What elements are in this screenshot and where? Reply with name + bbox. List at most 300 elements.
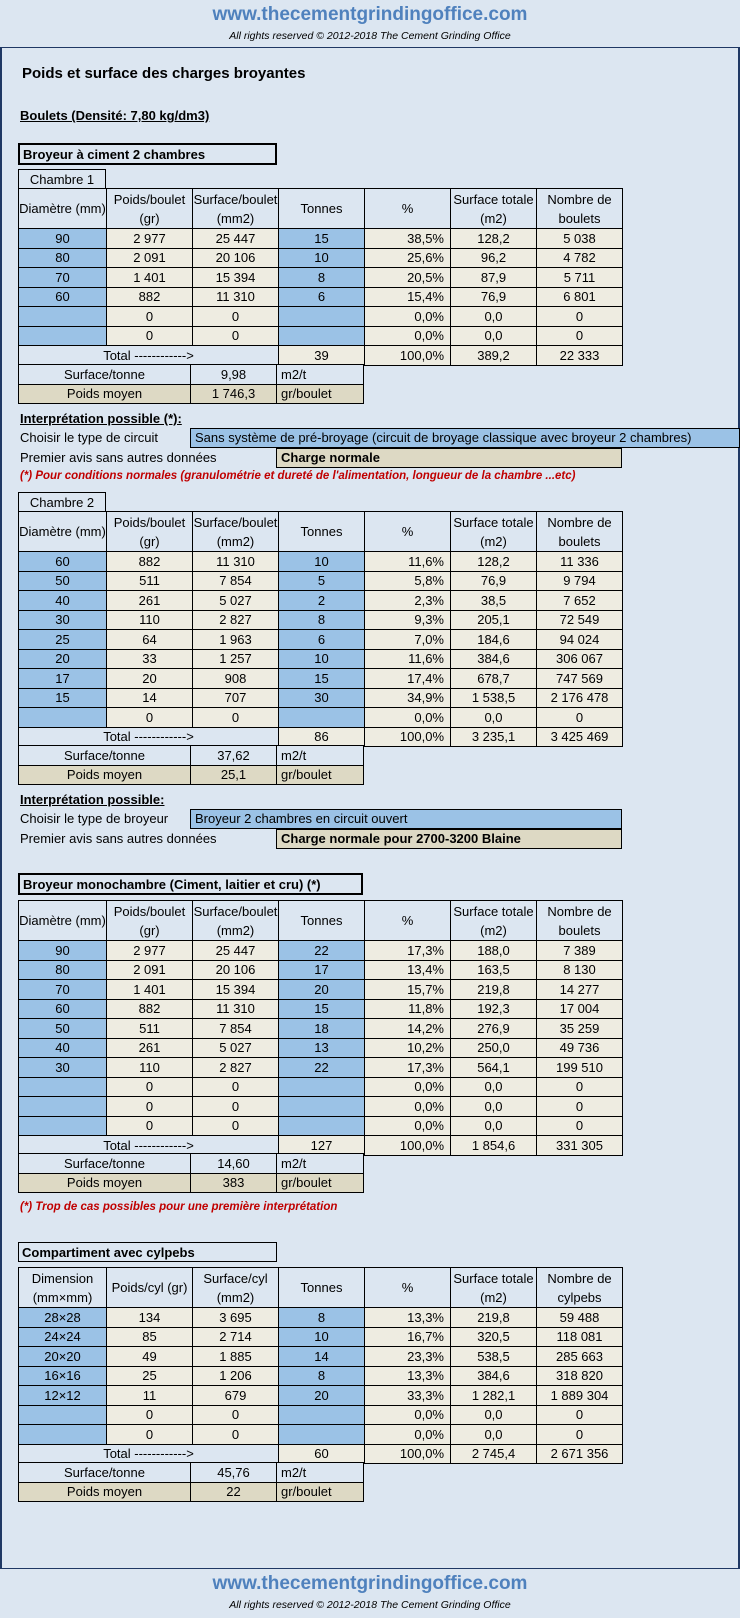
cell-tonnes[interactable]: 10 [279, 248, 365, 268]
cell-diameter[interactable]: 15 [19, 688, 107, 708]
cell-surface: 5 027 [193, 1038, 279, 1058]
table-row [19, 1327, 623, 1347]
table-row [19, 591, 623, 611]
cell-surface: 1 885 [193, 1347, 279, 1367]
cell-percent: 33,3% [365, 1386, 451, 1406]
cell-diameter[interactable]: 17 [19, 669, 107, 689]
cell-diameter[interactable] [19, 1425, 107, 1445]
cell-count: 0 [537, 307, 623, 327]
header-percent: % [365, 189, 451, 229]
total-percent: 100,0% [365, 1444, 451, 1464]
cell-diameter[interactable]: 30 [19, 1058, 107, 1078]
surface-per-tonne-unit: m2/t [277, 746, 364, 766]
cell-surface: 20 106 [193, 960, 279, 980]
cell-tonnes[interactable] [279, 1116, 365, 1136]
cell-tonnes[interactable]: 8 [279, 1308, 365, 1328]
site-url-link[interactable]: www.thecementgrindingoffice.com [212, 4, 528, 25]
cell-tonnes[interactable]: 14 [279, 1347, 365, 1367]
cell-tonnes[interactable] [279, 307, 365, 327]
table-row [19, 571, 623, 591]
cell-diameter[interactable]: 40 [19, 591, 107, 611]
cell-tonnes[interactable]: 22 [279, 941, 365, 961]
header-count: Nombre de cylpebs [537, 1268, 623, 1308]
header-surface: Surface/boulet (mm2) [193, 512, 279, 552]
cell-diameter[interactable]: 50 [19, 571, 107, 591]
cell-weight: 882 [107, 999, 193, 1019]
circuit-type-select[interactable]: Sans système de pré-broyage (circuit de broyage classique avec broyeur 2 chambres) [190, 428, 740, 448]
total-tonnes: 127 [279, 1136, 365, 1156]
balls-density-title: Boulets (Densité: 7,80 kg/dm3) [20, 108, 210, 123]
cell-percent: 0,0% [365, 708, 451, 728]
cell-surface: 15 394 [193, 980, 279, 1000]
cell-surface: 679 [193, 1386, 279, 1406]
cell-diameter[interactable]: 80 [19, 960, 107, 980]
cell-total-surface: 0,0 [451, 307, 537, 327]
header-weight: Poids/cyl (gr) [107, 1268, 193, 1308]
cell-weight: 0 [107, 1097, 193, 1117]
total-percent: 100,0% [365, 727, 451, 747]
cell-count: 59 488 [537, 1308, 623, 1328]
surface-per-tonne-row [19, 1463, 364, 1483]
cell-diameter[interactable]: 50 [19, 1019, 107, 1039]
header-diameter: Diamètre (mm) [19, 901, 107, 941]
table-row [19, 649, 623, 669]
cell-count: 199 510 [537, 1058, 623, 1078]
cell-total-surface: 1 282,1 [451, 1386, 537, 1406]
table-row [19, 1347, 623, 1367]
cylpebs-table [18, 1267, 623, 1464]
first-opinion-value-1: Charge normale [276, 448, 622, 468]
interpretation-title-1: Interprétation possible (*): [20, 411, 182, 426]
total-row [19, 727, 623, 747]
cell-total-surface: 320,5 [451, 1327, 537, 1347]
cell-count: 5 038 [537, 229, 623, 249]
cell-tonnes[interactable]: 10 [279, 649, 365, 669]
cell-weight: 110 [107, 610, 193, 630]
table-row [19, 708, 623, 728]
cell-surface: 25 447 [193, 941, 279, 961]
total-tonnes: 39 [279, 346, 365, 366]
total-tonnes: 60 [279, 1444, 365, 1464]
table-row [19, 1405, 623, 1425]
cell-diameter[interactable]: 20×20 [19, 1347, 107, 1367]
cell-surface: 7 854 [193, 571, 279, 591]
header-total-surface: Surface totale (m2) [451, 189, 537, 229]
cell-tonnes[interactable]: 5 [279, 571, 365, 591]
cell-diameter[interactable] [19, 708, 107, 728]
cell-count: 0 [537, 1425, 623, 1445]
table-row [19, 326, 623, 346]
average-weight-row [19, 1482, 364, 1502]
first-opinion-value-2: Charge normale pour 2700-3200 Blaine [276, 829, 622, 849]
page-title: Poids et surface des charges broyantes [22, 65, 306, 82]
cell-weight: 0 [107, 326, 193, 346]
cell-weight: 0 [107, 307, 193, 327]
cell-count: 0 [537, 1077, 623, 1097]
average-weight-unit: gr/boulet [277, 1173, 364, 1193]
cell-weight: 882 [107, 552, 193, 572]
header-tonnes: Tonnes [279, 512, 365, 552]
table-row [19, 1366, 623, 1386]
cell-percent: 34,9% [365, 688, 451, 708]
monochamber-table [18, 900, 623, 1156]
cell-percent: 11,8% [365, 999, 451, 1019]
cell-percent: 23,3% [365, 1347, 451, 1367]
average-weight-label: Poids moyen [19, 1482, 191, 1502]
cell-tonnes[interactable]: 13 [279, 1038, 365, 1058]
cell-total-surface: 564,1 [451, 1058, 537, 1078]
total-tonnes: 86 [279, 727, 365, 747]
cell-count: 7 652 [537, 591, 623, 611]
cell-total-surface: 163,5 [451, 960, 537, 980]
header-percent: % [365, 512, 451, 552]
table-row [19, 229, 623, 249]
cell-tonnes[interactable]: 15 [279, 999, 365, 1019]
surface-per-tonne-value: 45,76 [191, 1463, 277, 1483]
table-row [19, 552, 623, 572]
cell-weight: 2 977 [107, 229, 193, 249]
chamber1-summary [18, 364, 364, 404]
cell-count: 5 711 [537, 268, 623, 288]
cell-tonnes[interactable]: 8 [279, 610, 365, 630]
cell-surface: 2 827 [193, 1058, 279, 1078]
cell-tonnes[interactable]: 20 [279, 980, 365, 1000]
cell-diameter[interactable]: 60 [19, 999, 107, 1019]
cell-weight: 882 [107, 287, 193, 307]
footer-copyright-text: All rights reserved © 2012-2018 The Cement Grinding Office [229, 1599, 511, 1611]
cell-weight: 0 [107, 1077, 193, 1097]
cell-weight: 1 401 [107, 268, 193, 288]
cell-surface: 11 310 [193, 999, 279, 1019]
cell-weight: 511 [107, 1019, 193, 1039]
table-row [19, 1038, 623, 1058]
cell-percent: 15,4% [365, 287, 451, 307]
copyright-text: All rights reserved © 2012-2018 The Cement Grinding Office [229, 30, 511, 42]
total-percent: 100,0% [365, 1136, 451, 1156]
cell-total-surface: 678,7 [451, 669, 537, 689]
cell-weight: 2 091 [107, 248, 193, 268]
cell-diameter[interactable]: 16×16 [19, 1366, 107, 1386]
cell-total-surface: 0,0 [451, 708, 537, 728]
cell-tonnes[interactable]: 10 [279, 552, 365, 572]
cell-diameter[interactable]: 24×24 [19, 1327, 107, 1347]
surface-per-tonne-label: Surface/tonne [19, 365, 191, 385]
mill-type-label: Choisir le type de broyeur [20, 811, 169, 826]
surface-per-tonne-unit: m2/t [277, 1463, 364, 1483]
chamber1-label: Chambre 1 [18, 169, 106, 189]
surface-per-tonne-unit: m2/t [277, 365, 364, 385]
cell-weight: 20 [107, 669, 193, 689]
cell-percent: 0,0% [365, 1097, 451, 1117]
cell-weight: 11 [107, 1386, 193, 1406]
surface-per-tonne-row [19, 1154, 364, 1174]
cell-weight: 0 [107, 1405, 193, 1425]
cell-count: 4 782 [537, 248, 623, 268]
cell-count: 0 [537, 1405, 623, 1425]
cell-diameter[interactable]: 70 [19, 980, 107, 1000]
cell-percent: 20,5% [365, 268, 451, 288]
cell-total-surface: 188,0 [451, 941, 537, 961]
surface-per-tonne-row [19, 746, 364, 766]
cell-tonnes[interactable] [279, 1097, 365, 1117]
surface-per-tonne-label: Surface/tonne [19, 1154, 191, 1174]
cell-tonnes[interactable]: 15 [279, 669, 365, 689]
total-count: 331 305 [537, 1136, 623, 1156]
cell-tonnes[interactable]: 6 [279, 630, 365, 650]
table-row [19, 268, 623, 288]
table-row [19, 960, 623, 980]
monochamber-summary [18, 1153, 364, 1193]
cell-count: 7 389 [537, 941, 623, 961]
cell-weight: 0 [107, 1116, 193, 1136]
site-footer [0, 1568, 740, 1618]
cell-surface: 1 206 [193, 1366, 279, 1386]
cylpebs-summary [18, 1462, 364, 1502]
cell-diameter[interactable]: 40 [19, 1038, 107, 1058]
cell-tonnes[interactable]: 10 [279, 1327, 365, 1347]
total-count: 22 333 [537, 346, 623, 366]
section-monochamber-title: Broyeur monochambre (Ciment, laitier et cru) (*) [18, 873, 363, 895]
cell-percent: 5,8% [365, 571, 451, 591]
cell-count: 318 820 [537, 1366, 623, 1386]
header-total-surface: Surface totale (m2) [451, 512, 537, 552]
cell-count: 0 [537, 326, 623, 346]
table-row [19, 610, 623, 630]
total-row [19, 1444, 623, 1464]
table-row [19, 980, 623, 1000]
average-weight-unit: gr/boulet [277, 384, 364, 404]
table-row [19, 1308, 623, 1328]
cell-percent: 17,3% [365, 1058, 451, 1078]
cell-surface: 707 [193, 688, 279, 708]
cell-count: 9 794 [537, 571, 623, 591]
cell-total-surface: 76,9 [451, 287, 537, 307]
cell-percent: 0,0% [365, 307, 451, 327]
cell-weight: 2 091 [107, 960, 193, 980]
cell-tonnes[interactable]: 18 [279, 1019, 365, 1039]
cell-total-surface: 0,0 [451, 1116, 537, 1136]
header-percent: % [365, 901, 451, 941]
cell-tonnes[interactable] [279, 1077, 365, 1097]
header-surface: Surface/boulet (mm2) [193, 901, 279, 941]
average-weight-value: 383 [191, 1173, 277, 1193]
cell-surface: 0 [193, 1097, 279, 1117]
cell-total-surface: 0,0 [451, 1077, 537, 1097]
chamber1-table [18, 188, 623, 366]
cell-diameter[interactable]: 20 [19, 649, 107, 669]
cell-diameter[interactable] [19, 1405, 107, 1425]
cell-diameter[interactable]: 70 [19, 268, 107, 288]
total-label: Total ------------> [19, 1444, 279, 1464]
cell-count: 49 736 [537, 1038, 623, 1058]
table-row [19, 287, 623, 307]
first-opinion-label-1: Premier avis sans autres données [20, 450, 217, 465]
header-diameter: Diamètre (mm) [19, 189, 107, 229]
cell-percent: 14,2% [365, 1019, 451, 1039]
average-weight-value: 22 [191, 1482, 277, 1502]
table-row [19, 1386, 623, 1406]
cell-surface: 3 695 [193, 1308, 279, 1328]
table-row [19, 630, 623, 650]
cell-percent: 11,6% [365, 552, 451, 572]
cell-percent: 0,0% [365, 1077, 451, 1097]
average-weight-row [19, 1173, 364, 1193]
cell-percent: 16,7% [365, 1327, 451, 1347]
cell-surface: 0 [193, 1116, 279, 1136]
surface-per-tonne-unit: m2/t [277, 1154, 364, 1174]
header-tonnes: Tonnes [279, 189, 365, 229]
cell-count: 94 024 [537, 630, 623, 650]
cell-surface: 0 [193, 1077, 279, 1097]
cell-diameter[interactable]: 30 [19, 610, 107, 630]
average-weight-label: Poids moyen [19, 1173, 191, 1193]
cell-weight: 33 [107, 649, 193, 669]
cell-weight: 511 [107, 571, 193, 591]
cell-total-surface: 0,0 [451, 1425, 537, 1445]
cell-diameter[interactable]: 12×12 [19, 1386, 107, 1406]
cell-count: 2 176 478 [537, 688, 623, 708]
table-row [19, 941, 623, 961]
cell-count: 747 569 [537, 669, 623, 689]
cell-tonnes[interactable]: 15 [279, 229, 365, 249]
cell-tonnes[interactable]: 2 [279, 591, 365, 611]
cell-tonnes[interactable]: 20 [279, 1386, 365, 1406]
cell-diameter[interactable]: 28×28 [19, 1308, 107, 1328]
average-weight-unit: gr/boulet [277, 1482, 364, 1502]
mill-type-select[interactable]: Broyeur 2 chambres en circuit ouvert [190, 809, 622, 829]
chamber2-summary [18, 745, 364, 785]
cell-total-surface: 384,6 [451, 649, 537, 669]
cell-weight: 64 [107, 630, 193, 650]
cell-total-surface: 0,0 [451, 1405, 537, 1425]
cell-tonnes[interactable] [279, 1405, 365, 1425]
cell-total-surface: 1 538,5 [451, 688, 537, 708]
total-surface: 3 235,1 [451, 727, 537, 747]
total-count: 3 425 469 [537, 727, 623, 747]
cell-count: 0 [537, 1116, 623, 1136]
header-surface: Surface/boulet (mm2) [193, 189, 279, 229]
cell-total-surface: 184,6 [451, 630, 537, 650]
cell-surface: 0 [193, 307, 279, 327]
cell-total-surface: 128,2 [451, 552, 537, 572]
cell-tonnes[interactable]: 6 [279, 287, 365, 307]
total-surface: 1 854,6 [451, 1136, 537, 1156]
cell-count: 35 259 [537, 1019, 623, 1039]
cell-total-surface: 219,8 [451, 1308, 537, 1328]
surface-per-tonne-label: Surface/tonne [19, 1463, 191, 1483]
cell-weight: 110 [107, 1058, 193, 1078]
cell-weight: 25 [107, 1366, 193, 1386]
total-surface: 2 745,4 [451, 1444, 537, 1464]
cell-percent: 38,5% [365, 229, 451, 249]
cell-diameter[interactable]: 60 [19, 287, 107, 307]
average-weight-value: 25,1 [191, 765, 277, 785]
average-weight-row [19, 765, 364, 785]
surface-per-tonne-value: 37,62 [191, 746, 277, 766]
cell-count: 14 277 [537, 980, 623, 1000]
cell-weight: 2 977 [107, 941, 193, 961]
table-row [19, 688, 623, 708]
average-weight-row [19, 384, 364, 404]
cell-total-surface: 0,0 [451, 326, 537, 346]
header-weight: Poids/boulet (gr) [107, 189, 193, 229]
cell-percent: 7,0% [365, 630, 451, 650]
surface-per-tonne-row [19, 365, 364, 385]
total-count: 2 671 356 [537, 1444, 623, 1464]
cell-total-surface: 250,0 [451, 1038, 537, 1058]
too-many-cases-note: (*) Trop de cas possibles pour une première interprétation [20, 1201, 338, 1213]
cell-surface: 1 963 [193, 630, 279, 650]
cell-total-surface: 205,1 [451, 610, 537, 630]
cell-weight: 261 [107, 1038, 193, 1058]
header-total-surface: Surface totale (m2) [451, 1268, 537, 1308]
table-row [19, 1425, 623, 1445]
cell-surface: 2 827 [193, 610, 279, 630]
cell-percent: 0,0% [365, 1425, 451, 1445]
cell-diameter[interactable] [19, 326, 107, 346]
cell-percent: 17,4% [365, 669, 451, 689]
cell-tonnes[interactable] [279, 326, 365, 346]
cell-diameter[interactable] [19, 1116, 107, 1136]
cell-tonnes[interactable] [279, 708, 365, 728]
cell-tonnes[interactable]: 8 [279, 268, 365, 288]
cell-tonnes[interactable]: 17 [279, 960, 365, 980]
header-tonnes: Tonnes [279, 901, 365, 941]
cell-surface: 15 394 [193, 268, 279, 288]
cell-diameter[interactable]: 60 [19, 552, 107, 572]
cell-count: 0 [537, 1097, 623, 1117]
cell-surface: 1 257 [193, 649, 279, 669]
cell-percent: 13,3% [365, 1366, 451, 1386]
cell-weight: 85 [107, 1327, 193, 1347]
cell-percent: 0,0% [365, 326, 451, 346]
circuit-type-label: Choisir le type de circuit [20, 430, 158, 445]
cell-total-surface: 384,6 [451, 1366, 537, 1386]
cell-diameter[interactable] [19, 1097, 107, 1117]
cell-weight: 1 401 [107, 980, 193, 1000]
cell-tonnes[interactable]: 30 [279, 688, 365, 708]
cell-diameter[interactable]: 25 [19, 630, 107, 650]
cell-percent: 2,3% [365, 591, 451, 611]
total-label: Total ------------> [19, 1136, 279, 1156]
cell-weight: 0 [107, 1425, 193, 1445]
cell-tonnes[interactable]: 8 [279, 1366, 365, 1386]
cell-diameter[interactable] [19, 1077, 107, 1097]
cell-diameter[interactable]: 90 [19, 941, 107, 961]
cell-weight: 0 [107, 708, 193, 728]
header-total-surface: Surface totale (m2) [451, 901, 537, 941]
chamber2-label: Chambre 2 [18, 492, 106, 512]
cell-count: 6 801 [537, 287, 623, 307]
cell-weight: 134 [107, 1308, 193, 1328]
average-weight-value: 1 746,3 [191, 384, 277, 404]
normal-conditions-note: (*) Pour conditions normales (granulométrie et dureté de l'alimentation, longueur de la chambre ...etc) [20, 470, 576, 482]
cell-surface: 0 [193, 1405, 279, 1425]
footer-url-link[interactable]: www.thecementgrindingoffice.com [212, 1573, 528, 1594]
cell-percent: 0,0% [365, 1116, 451, 1136]
cell-tonnes[interactable] [279, 1425, 365, 1445]
total-surface: 389,2 [451, 346, 537, 366]
cell-surface: 20 106 [193, 248, 279, 268]
average-weight-label: Poids moyen [19, 384, 191, 404]
cell-tonnes[interactable]: 22 [279, 1058, 365, 1078]
cell-diameter[interactable]: 80 [19, 248, 107, 268]
cell-diameter[interactable]: 90 [19, 229, 107, 249]
cell-diameter[interactable] [19, 307, 107, 327]
cell-total-surface: 192,3 [451, 999, 537, 1019]
cell-total-surface: 0,0 [451, 1097, 537, 1117]
surface-per-tonne-label: Surface/tonne [19, 746, 191, 766]
